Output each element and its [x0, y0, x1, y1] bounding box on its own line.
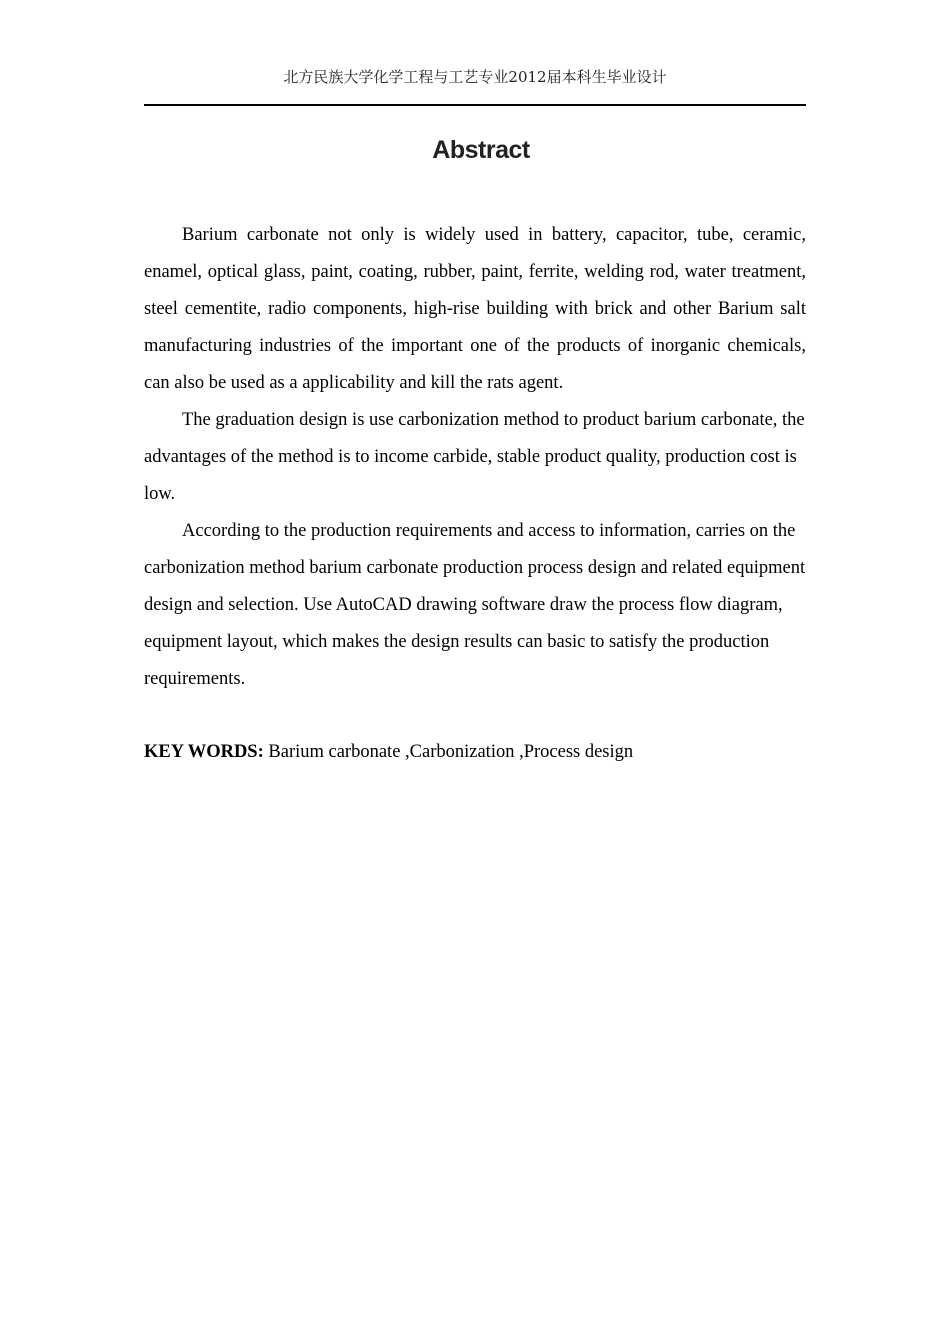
abstract-paragraph-1: Barium carbonate not only is widely used in battery, capacitor, tube, ceramic, enamel, optical glass, paint, coating, rubber, paint, ferrite, welding rod, water treatment, steel cementite, radio components, high-rise building with brick and other Barium salt manufacturing industries of the important one of the products of inorganic chemicals, can also be used as a applicability and kill the rats agent. — [144, 225, 806, 393]
keywords-text: Barium carbonate ,Carbonization ,Process design — [263, 742, 634, 762]
header-divider — [144, 104, 806, 106]
keywords-line — [144, 734, 806, 771]
keywords-label: KEY WORDS: — [144, 742, 264, 762]
abstract-title: Abstract — [432, 136, 530, 164]
abstract-paragraph-2: The graduation design is use carbonization method to product barium carbonate, the advantages of the method is to income carbide, stable product quality, production cost is low. — [144, 410, 805, 504]
abstract-paragraph-3: According to the production requirements and access to information, carries on the carbonization method barium carbonate production process design and related equipment design and selection. Use AutoCAD drawing software draw the process flow diagram, equipment layout, which makes the design results can basic to satisfy the production requirements. — [144, 521, 806, 689]
running-header: 北方民族大学化学工程与工艺专业2012届本科生毕业设计 — [283, 68, 667, 86]
